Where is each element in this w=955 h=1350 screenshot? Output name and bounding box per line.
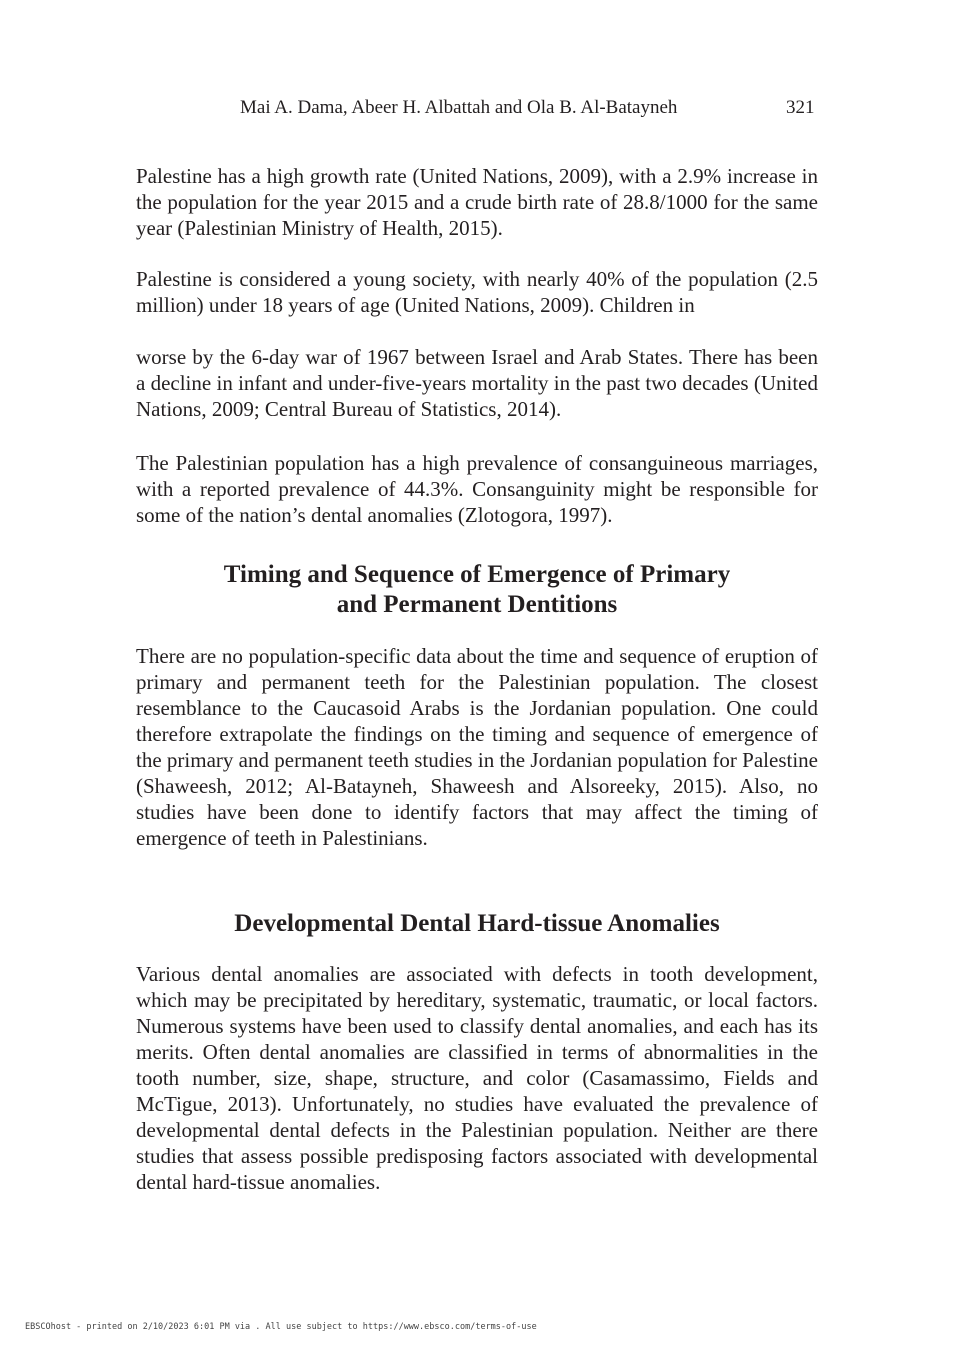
section-heading-timing-line1: Timing and Sequence of Emergence of Primary <box>223 561 731 588</box>
running-header-authors: Mai A. Dama, Abeer H. Albattah and Ola B. Al-Batayneh <box>240 97 678 118</box>
section-heading-timing-line2: and Permanent Dentitions <box>336 591 618 618</box>
paragraph-consanguinity: The Palestinian population has a high prevalence of consanguineous marriages, with a reported prevalence of 44.3%. Consanguinity might be responsible for some of the nation’s dental anomalies (Zlotogora, 1997). <box>136 451 818 527</box>
section-heading-anomalies: Developmental Dental Hard-tissue Anomalies <box>234 910 720 937</box>
paragraph-timing-body: There are no population-specific data about the time and sequence of eruption of primary and permanent teeth for the Palestinian population. The closest resemblance to the Caucasoid Arabs is the Jordanian population. One could therefore extrapolate the findings on the timing and sequence of emergence of the primary and permanent teeth studies in the Jordanian population for Palestine (Shaweesh, 2012; Al-Batayneh, Shaweesh and Alsoreeky, 2015). Also, no studies have been done to identify factors that may affect the timing of emergence of teeth in Palestinians. <box>136 644 818 850</box>
section-heading-timing <box>136 560 818 620</box>
paragraph-young-society: Palestine is considered a young society, with nearly 40% of the population (2.5 million) under 18 years of age (United Nations, 2009). Children in <box>136 267 818 317</box>
paragraph-anomalies-body: Various dental anomalies are associated with defects in tooth development, which may be precipitated by hereditary, systematic, traumatic, or local factors. Numerous systems have been used to classify dental anomalies, and each has its merits. Often dental anomalies are classified in terms of abnormalities in the tooth number, size, shape, structure, and color (Casamassimo, Fields and McTigue, 2013). Unfortunately, no studies have evaluated the prevalence of developmental dental defects in the Palestinian population. Neither are there studies that assess possible predisposing factors associated with developmental dental hard-tissue anomalies. <box>136 962 818 1194</box>
page-number: 321 <box>786 97 815 118</box>
paragraph-mortality: worse by the 6-day war of 1967 between Israel and Arab States. There has been a decline in infant and under-five-years mortality in the past two decades (United Nations, 2009; Central Bureau of Statistics, 2014). <box>136 345 818 421</box>
paragraph-growth-rate: Palestine has a high growth rate (United Nations, 2009), with a 2.9% increase in the population for the year 2015 and a crude birth rate of 28.8/1000 for the same year (Palestinian Ministry of Health, 2015). <box>136 164 818 240</box>
print-footer: EBSCOhost - printed on 2/10/2023 6:01 PM via . All use subject to https://www.ebsco.com/terms-of-use <box>25 1322 537 1332</box>
